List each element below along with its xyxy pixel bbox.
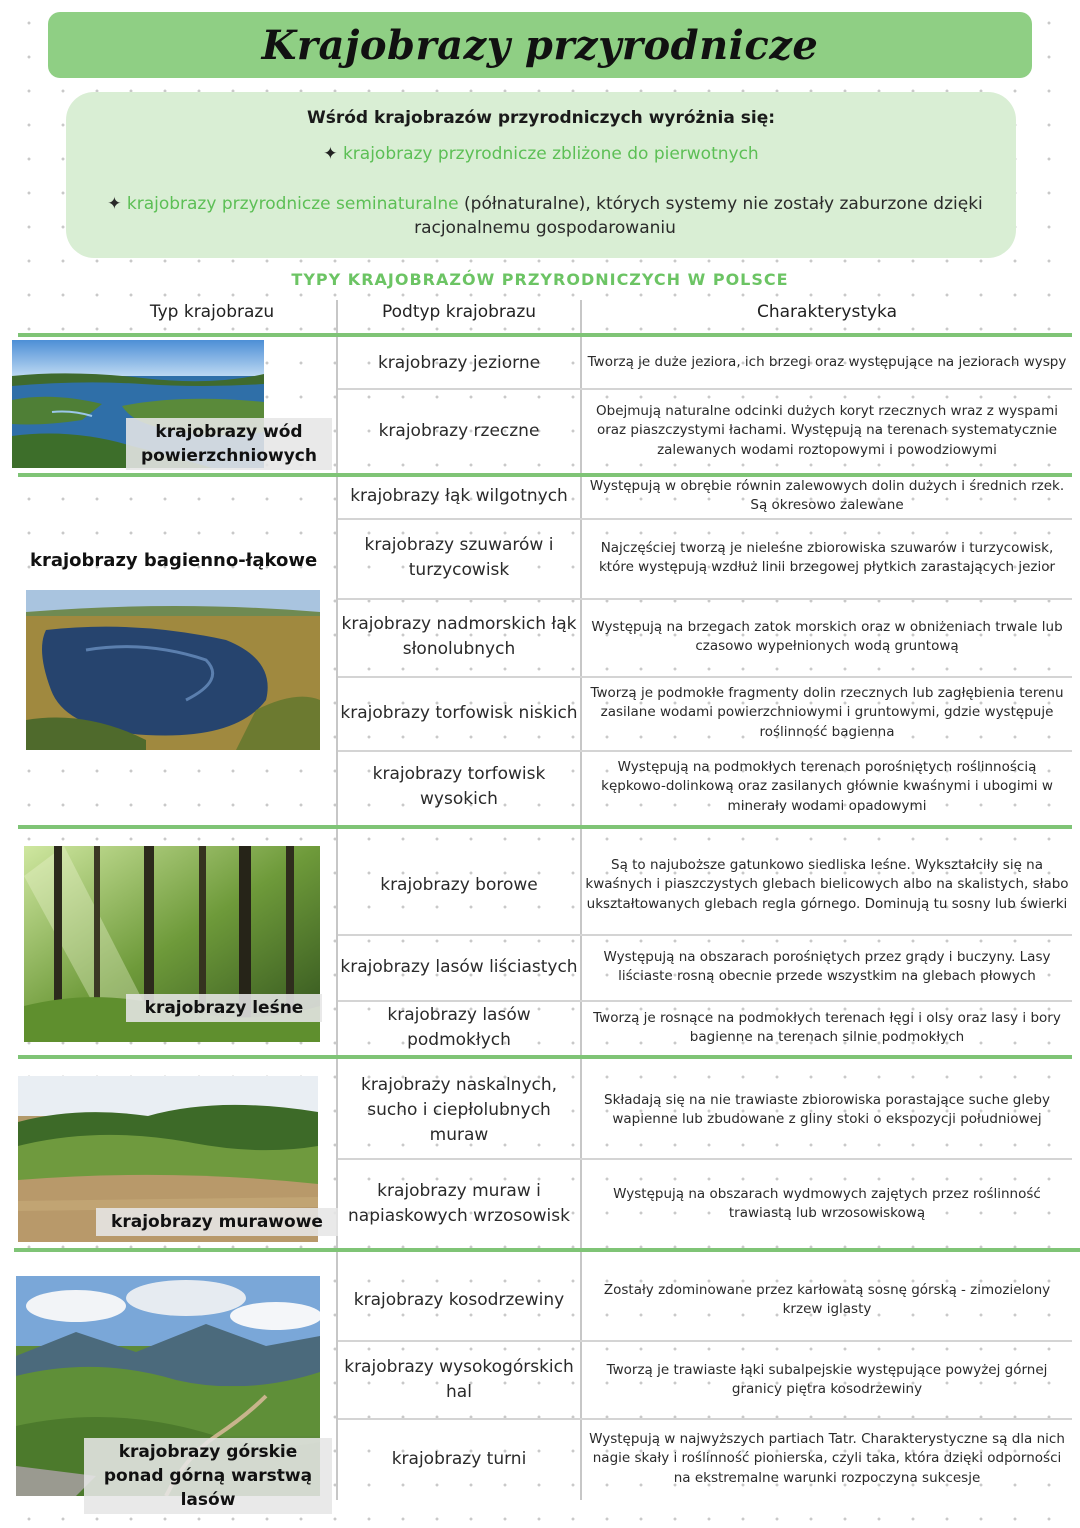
page-title: Krajobrazy przyrodnicze bbox=[261, 21, 819, 69]
description-cell: Obejmują naturalne odcinki dużych koryt rzecznych wraz z wyspami oraz piaszczystymi łachami. Występują na terenach systematycznie zalewanych wodami roztopowymi i powodziowymi bbox=[596, 402, 1058, 458]
description-cell: Składają się na nie trawiaste zbiorowiska porastające suche gleby wapienne lub zbudowane z gliny stoki o ekspozycji południowej bbox=[604, 1091, 1050, 1127]
table-divider bbox=[580, 300, 582, 1500]
group-separator bbox=[18, 333, 1072, 337]
description-cell: Tworzą je podmokłe fragmenty dolin rzecznych lub zagłębienia terenu zasilane wodami powierzchniowymi i gruntowymi, gdzie występuje roślinność bagienna bbox=[590, 684, 1064, 740]
subtype-cell: krajobrazy nadmorskich łąk słonolubnych bbox=[341, 614, 577, 659]
intro-item-2: ✦ krajobrazy przyrodnicze seminaturalne (półnaturalne), których systemy nie zostały zaburzone dzięki racjonalnemu gospodarowaniu bbox=[107, 194, 983, 238]
group-label-water: krajobrazy wód powierzchniowych bbox=[126, 418, 332, 470]
description-cell: Tworzą je trawiaste łąki subalpejskie występujące powyżej górnej granicy piętra kosodrzewiny bbox=[606, 1361, 1048, 1397]
column-header-subtype: Podtyp krajobrazu bbox=[381, 302, 537, 322]
group-label-mountain: krajobrazy górskie ponad górną warstwą lasów bbox=[84, 1438, 332, 1514]
subtype-cell: krajobrazy jeziorne bbox=[377, 352, 541, 373]
sparkle-icon: ✦ bbox=[107, 194, 122, 214]
subtype-cell: krajobrazy wysokogórskich hal bbox=[344, 1357, 574, 1402]
row-separator bbox=[338, 1418, 1072, 1420]
bog-pond-photo bbox=[26, 590, 320, 750]
description-cell: Najczęściej tworzą je nieleśne zbiorowiska szuwarów i turzycowisk, które występują wzdłuż linii brzegowej płytkich zarastających jezior bbox=[598, 539, 1056, 575]
subtype-cell: krajobrazy rzeczne bbox=[378, 420, 540, 441]
column-header-description: Charakterystyka bbox=[756, 302, 898, 322]
row-separator bbox=[338, 388, 1072, 390]
description-cell: Tworzą je duże jeziora, ich brzegi oraz występujące na jeziorach wyspy bbox=[587, 354, 1067, 371]
subtype-cell: krajobrazy łąk wilgotnych bbox=[350, 485, 568, 506]
section-heading: TYPY KRAJOBRAZÓW PRZYRODNICZYCH W POLSCE bbox=[291, 270, 789, 289]
group-separator bbox=[18, 1055, 1072, 1059]
group-label-bog-meadow: krajobrazy bagienno-łąkowe bbox=[30, 550, 318, 571]
description-cell: Występują w obrębie równin zalewowych dolin dużych i średnich rzek. Są okresowo zalewane bbox=[589, 477, 1065, 513]
description-cell: Występują na obszarach wydmowych zajętych przez roślinność trawiastą lub wrzosowiskową bbox=[613, 1185, 1041, 1221]
description-cell: Występują na brzegach zatok morskich oraz w obniżeniach trwale lub czasowo wypełnionych wodą gruntową bbox=[591, 618, 1063, 654]
sparkle-icon: ✦ bbox=[323, 144, 338, 164]
group-separator bbox=[14, 1248, 1080, 1252]
subtype-cell: krajobrazy torfowisk wysokich bbox=[372, 764, 546, 809]
column-header-type: Typ krajobrazu bbox=[149, 302, 275, 322]
subtype-cell: krajobrazy naskalnych, sucho i ciepłolubnych muraw bbox=[360, 1074, 558, 1145]
subtype-cell: krajobrazy torfowisk niskich bbox=[340, 702, 578, 723]
description-cell: Występują w najwyższych partiach Tatr. Charakterystyczne są dla nich nagie skały i roślinność pionierska, czyli taka, która dzięki odporności na ekstremalne warunki rozpoczyna sukcesje bbox=[589, 1430, 1065, 1486]
subtype-cell: krajobrazy kosodrzewiny bbox=[353, 1289, 565, 1310]
intro-heading: Wśród krajobrazów przyrodniczych wyróżnia się: bbox=[306, 108, 776, 128]
group-separator bbox=[18, 825, 1072, 829]
intro-item-1: ✦ krajobrazy przyrodnicze zbliżone do pierwotnych bbox=[323, 144, 759, 164]
group-label-grassland: krajobrazy murawowe bbox=[96, 1208, 338, 1236]
subtype-cell: krajobrazy muraw i napiaskowych wrzosowisk bbox=[348, 1181, 570, 1226]
row-separator bbox=[338, 1340, 1072, 1342]
group-label-forest: krajobrazy leśne bbox=[126, 994, 322, 1022]
subtype-cell: krajobrazy lasów liściastych bbox=[340, 956, 578, 977]
description-cell: Tworzą je rosnące na podmokłych terenach łęgi i olsy oraz lasy i bory bagienne na terenach silnie podmokłych bbox=[593, 1009, 1061, 1045]
description-cell: Występują na podmokłych terenach porośniętych roślinnością kępkowo-dolinkową oraz zasilanych głównie kwaśnymi i ubogimi w minerały wodami opadowymi bbox=[601, 758, 1053, 814]
subtype-cell: krajobrazy borowe bbox=[380, 874, 538, 895]
subtype-cell: krajobrazy turni bbox=[391, 1448, 527, 1469]
description-cell: Zostały zdominowane przez karłowatą sosnę górską - zimozielony krzew iglasty bbox=[603, 1281, 1051, 1317]
description-cell: Są to najuboższe gatunkowo siedliska leśne. Wykształciły się na kwaśnych i piaszczystych glebach bielicowych albo na skalistych, słabo ukształtowanych glebach regla górnego. Dominują tu sosny lub świerki bbox=[585, 856, 1069, 912]
row-separator bbox=[338, 1158, 1072, 1160]
description-cell: Występują na obszarach porośniętych przez grądy i buczyny. Lasy liściaste rosną obecnie przede wszystkim na glebach płowych bbox=[603, 948, 1051, 984]
subtype-cell: krajobrazy szuwarów i turzycowisk bbox=[364, 535, 554, 580]
title-banner bbox=[48, 12, 1032, 78]
subtype-cell: krajobrazy lasów podmokłych bbox=[387, 1005, 531, 1050]
